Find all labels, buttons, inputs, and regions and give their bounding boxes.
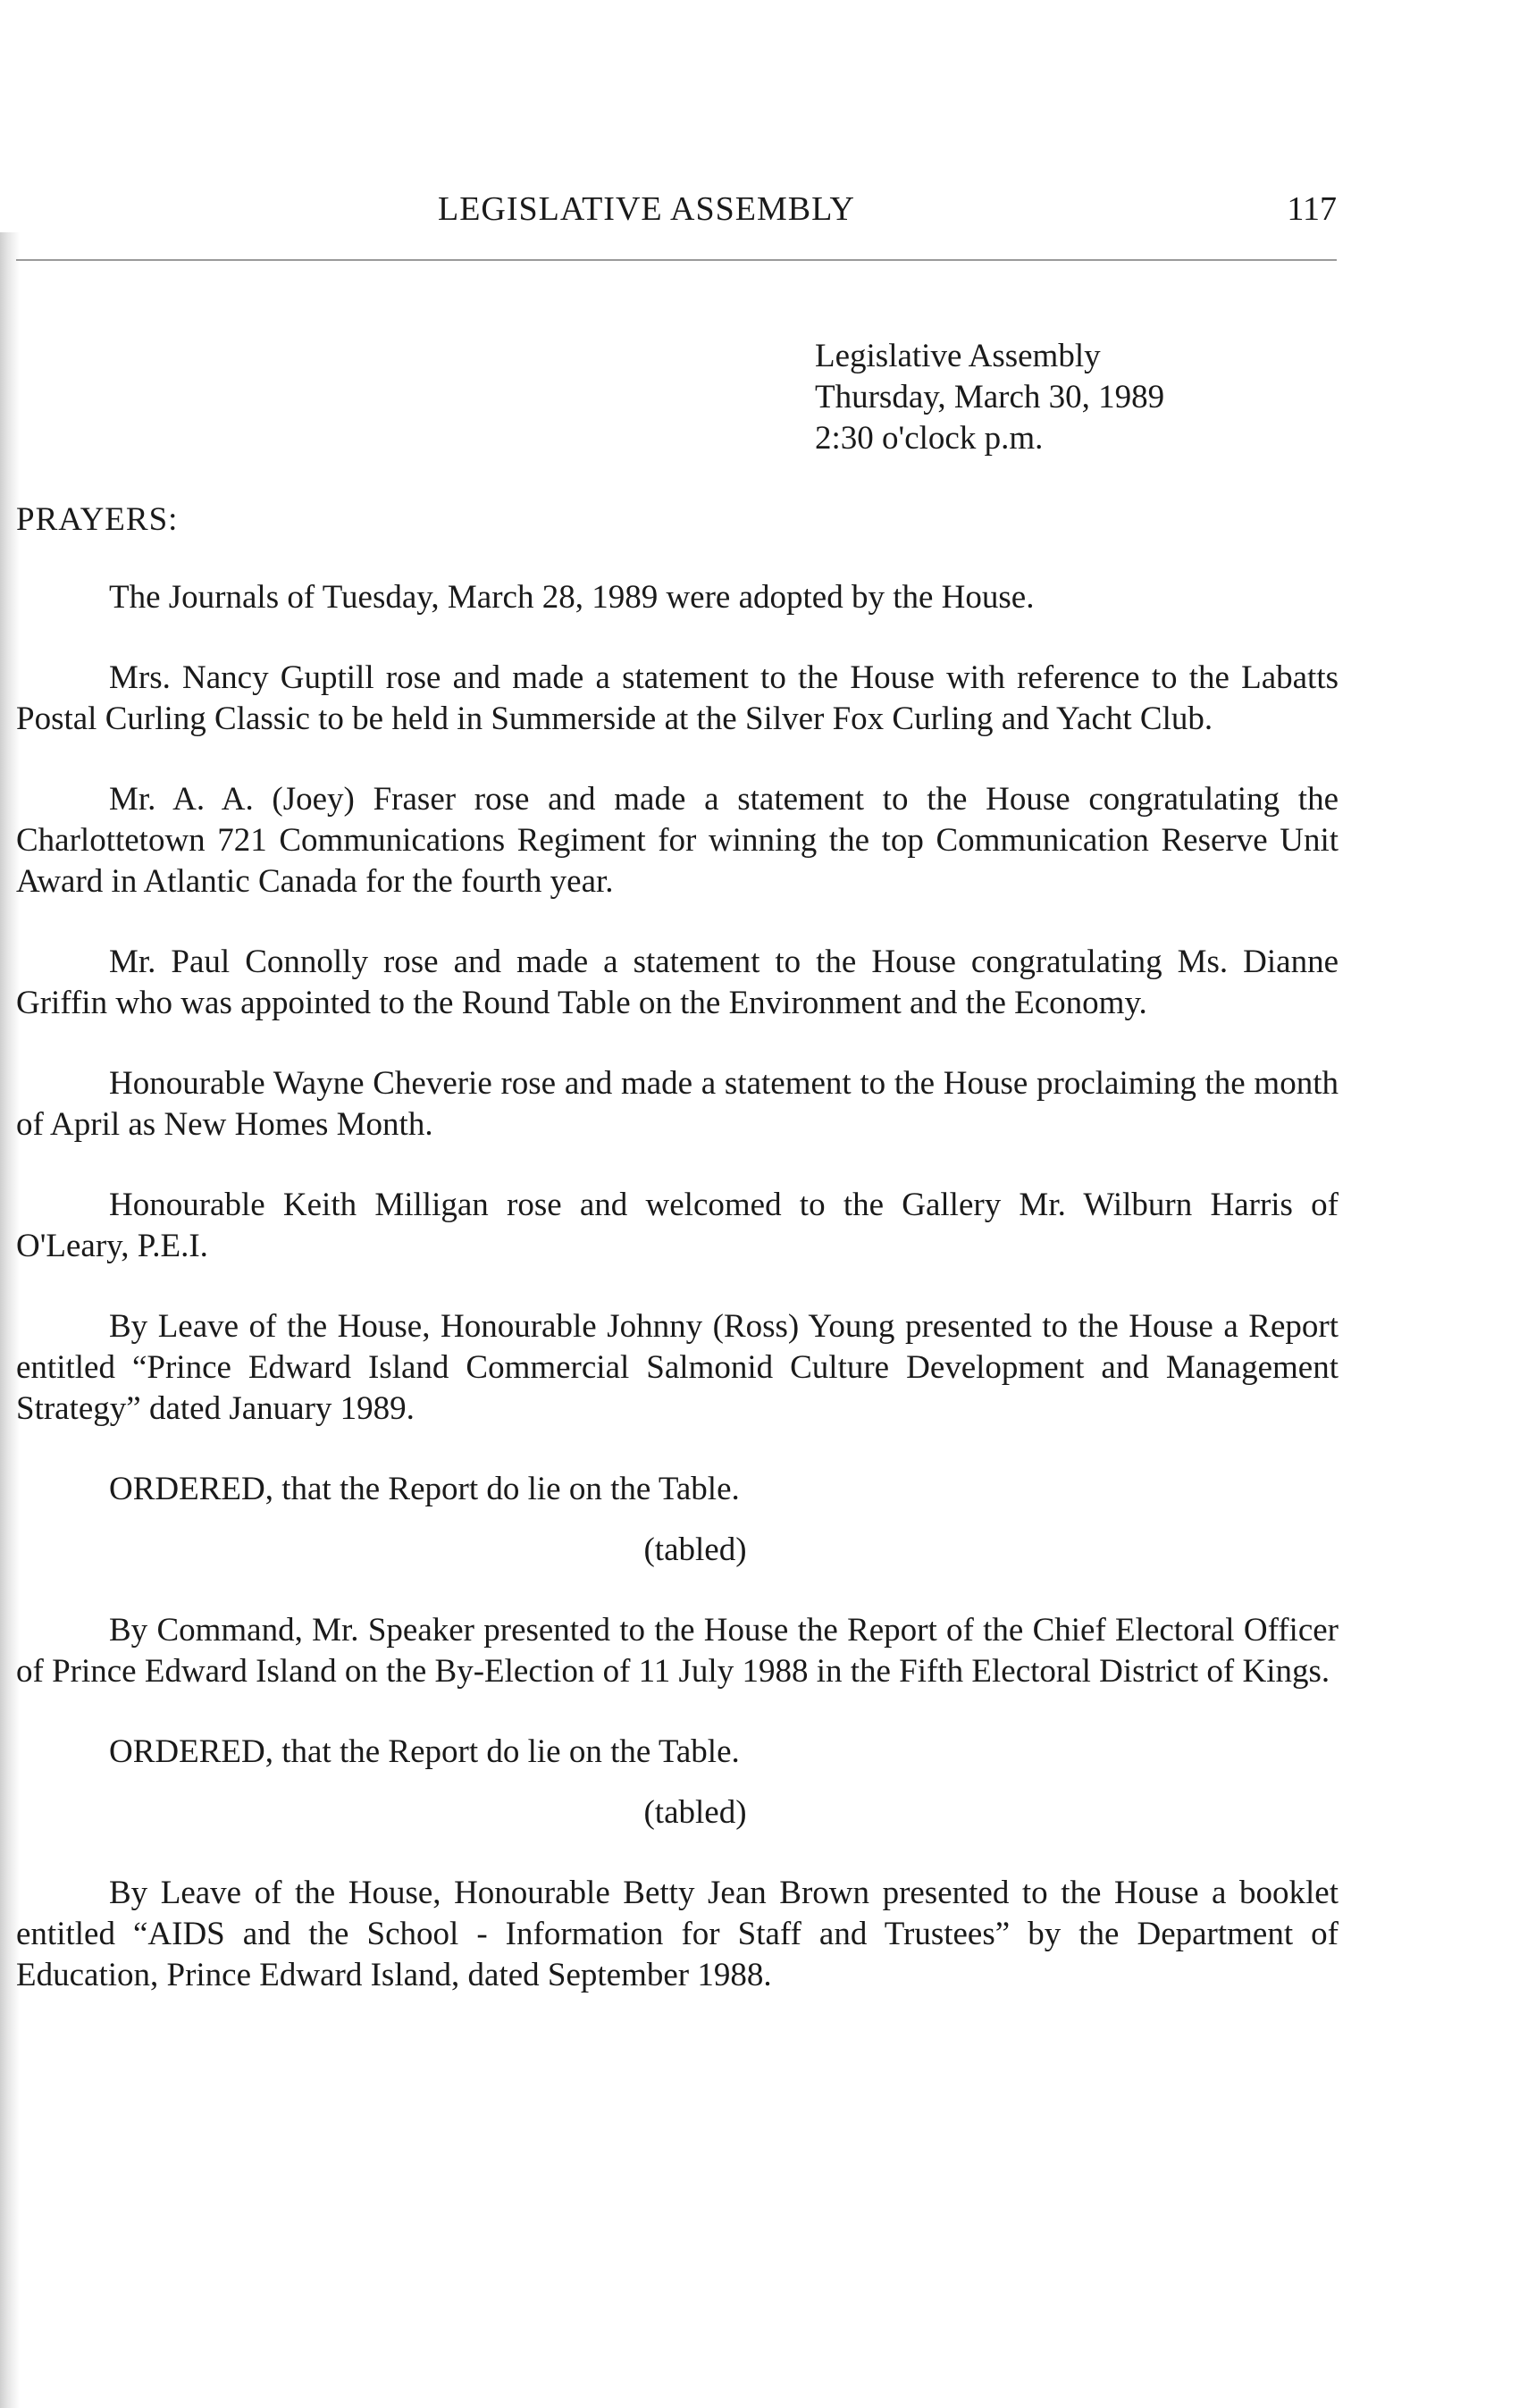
ordered-paragraph: ORDERED, that the Report do lie on the Table.	[109, 1471, 740, 1507]
dateline-assembly: Legislative Assembly	[815, 338, 1101, 374]
statement-fraser-paragraph: Mr. A. A. (Joey) Fraser rose and made a statement to the House congratulating the Charlottetown 721 Communications Regiment for winning the top Communication Reserve Unit Award in Atlantic Canada for the fourth year.	[16, 781, 1339, 900]
report-young-paragraph: By Leave of the House, Honourable Johnny (Ross) Young presented to the House a Report entitled “Prince Edward Island Commercial Salmonid Culture Development and Management Strategy” dated January 1989.	[16, 1308, 1339, 1427]
statement-guptill-paragraph: Mrs. Nancy Guptill rose and made a statement to the House with reference to the Labatts Postal Curling Classic to be held in Summerside at the Silver Fox Curling and Yacht Club.	[16, 659, 1339, 737]
booklet-brown-paragraph: By Leave of the House, Honourable Betty Jean Brown presented to the House a booklet entitled “AIDS and the School - Information for Staff and Trustees” by the Department of Education, Prince Edward Island, dated September 1988.	[16, 1875, 1339, 1993]
dateline-date: Thursday, March 30, 1989	[815, 379, 1165, 415]
prayers-heading: PRAYERS:	[16, 501, 179, 538]
welcome-milligan-paragraph: Honourable Keith Milligan rose and welcomed to the Gallery Mr. Wilburn Harris of O'Leary, P.E.I.	[16, 1187, 1339, 1264]
journal-body	[16, 577, 1339, 2035]
sitting-dateline	[815, 336, 1164, 459]
page-header	[16, 179, 1337, 261]
dateline-time: 2:30 o'clock p.m.	[815, 420, 1044, 457]
report-speaker-paragraph: By Command, Mr. Speaker presented to the House the Report of the Chief Electoral Officer of Prince Edward Island on the By-Election of 11 July 1988 in the Fifth Electoral District of Kings.	[16, 1612, 1339, 1690]
page-number: 117	[1287, 190, 1337, 228]
journal-adopted-paragraph: The Journals of Tuesday, March 28, 1989 were adopted by the House.	[109, 579, 1035, 616]
tabled-note: (tabled)	[643, 1531, 747, 1568]
ordered-paragraph: ORDERED, that the Report do lie on the Table.	[109, 1733, 740, 1770]
running-head: LEGISLATIVE ASSEMBLY	[438, 190, 855, 228]
statement-connolly-paragraph: Mr. Paul Connolly rose and made a statement to the House congratulating Ms. Dianne Griffin who was appointed to the Round Table on the Environment and the Economy.	[16, 944, 1339, 1021]
statement-cheverie-paragraph: Honourable Wayne Cheverie rose and made a statement to the House proclaiming the month of April as New Homes Month.	[16, 1065, 1339, 1143]
tabled-note: (tabled)	[643, 1794, 747, 1831]
